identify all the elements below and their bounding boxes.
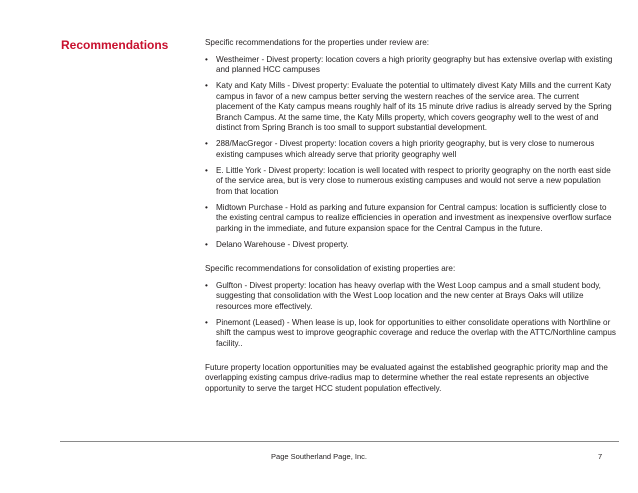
page-number: 7 xyxy=(598,452,603,461)
bullet-icon: • xyxy=(205,81,208,91)
section-heading: Recommendations xyxy=(61,38,169,52)
bullet-icon: • xyxy=(205,317,208,327)
bullet-icon: • xyxy=(205,165,208,175)
list-item: • E. Little York - Divest property: location is well located with respect to priority geography on the north east side of the service area, but is very close to numerous existing campuses and would not serve a new population from that location xyxy=(205,165,611,196)
bullet-icon: • xyxy=(205,54,208,64)
section-spacer xyxy=(205,355,617,363)
consolidation-intro: Specific recommendations for consolidation of existing properties are: xyxy=(205,264,456,274)
consolidation-list xyxy=(205,281,617,350)
list-item: • Midtown Purchase - Hold as parking and future expansion for Central campus: location is sufficiently close to the existing central campus to realize efficiencies in operation and investment as inexpensive overflow surface parking in the immediate, and future expansion space for the Central Campus in the future. xyxy=(205,202,612,233)
list-item: • Gulfton - Divest property: location has heavy overlap with the West Loop campus and a small student body, suggesting that consolidation with the West Loop location and the new center at Brays Oaks will utilize resources more effectively. xyxy=(205,280,601,311)
list-item: • Pinemont (Leased) - When lease is up, look for opportunities to either consolidate operations with Northline or shift the campus west to improve geographic coverage and reduce the overlap with the ATTC/Northline campus facility.. xyxy=(205,317,616,348)
bullet-icon: • xyxy=(205,139,208,149)
future-opportunities-paragraph: Future property location opportunities may be evaluated against the established geographic priority map and the overlapping existing campus drive-radius map to determine whether the real estate represents an objective opportunity to serve the target HCC student population effectively. xyxy=(205,362,608,393)
properties-list xyxy=(205,55,617,251)
footer-divider xyxy=(60,441,619,442)
properties-intro: Specific recommendations for the properties under review are: xyxy=(205,38,429,47)
bullet-icon: • xyxy=(205,280,208,290)
list-item: • Delano Warehouse - Divest property. xyxy=(205,239,349,249)
bullet-icon: • xyxy=(205,239,208,249)
list-item: • 288/MacGregor - Divest property: location covers a high priority geography, but is very close to numerous existing campuses which already serve that priority geography well xyxy=(205,139,595,159)
list-item: • Katy and Katy Mills - Divest property: Evaluate the potential to ultimately divest Katy Mills and the current Katy campus in favor of a new campus better serving the western reaches of the service area. The current placement of the Katy campus means roughly half of its 15 minute drive radius is already served by the Spring Branch Campus. At the same time, the Katy Mills property, which covers geography well to the west of and distinct from Spring Branch is too small to support substantial development. xyxy=(205,81,612,133)
list-item: • Westheimer - Divest property: location covers a high priority geography but has extensive overlap with existing and planned HCC campuses xyxy=(205,54,613,74)
bullet-icon: • xyxy=(205,202,208,212)
recommendations-body xyxy=(205,38,617,394)
footer-company: Page Southerland Page, Inc. xyxy=(271,452,367,461)
section-spacer xyxy=(205,256,617,264)
